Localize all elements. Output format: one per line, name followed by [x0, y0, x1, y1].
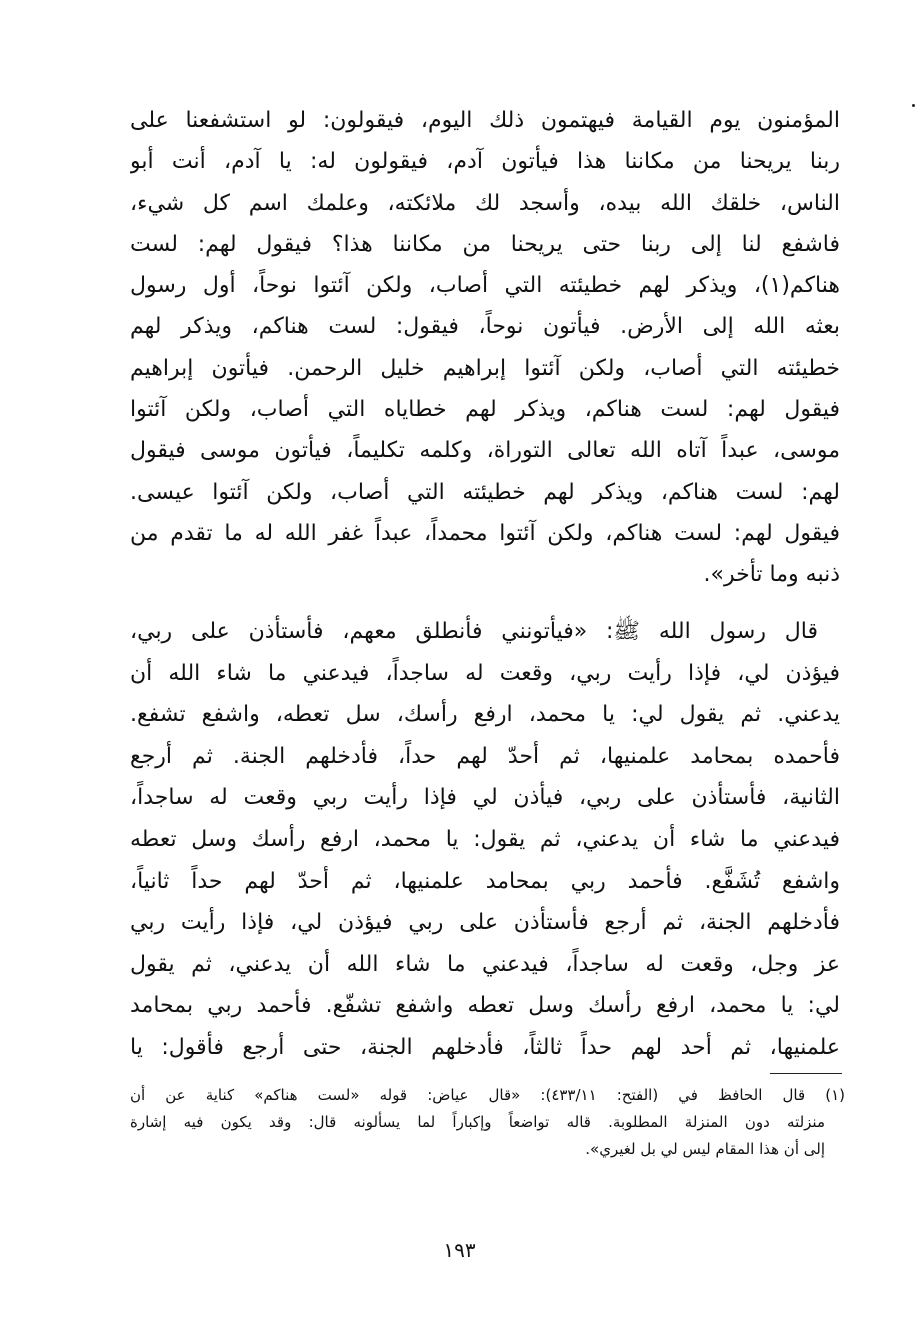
- page-number: ١٩٣: [443, 1238, 476, 1262]
- text-line: فاشفع لنا إلى ربنا حتى يريحنا من مكاننا هذا؟ فيقول لهم: لست: [130, 231, 840, 257]
- main-paragraph-2: [130, 611, 840, 1069]
- text-line: خطيئته التي أصاب، ولكن آئتوا إبراهيم خليل الرحمن. فيأتون إبراهيم: [130, 355, 840, 381]
- text-line: لي: يا محمد، ارفع رأسك وسل تعطه واشفع تشفّع. فأحمد ربي بمحامد: [130, 993, 840, 1019]
- text-line: علمنيها، ثم أحد لهم حداً ثالثاً، فأدخلهم الجنة، حتى أرجع فأقول: يا: [130, 1034, 840, 1060]
- footnote-line: (١) قال الحافظ في (الفتح: ٤٣٣/١١): «قال عياض: قوله «لست هناكم» كناية عن أن: [130, 1086, 845, 1104]
- text-line: فيقول لهم: لست هناكم، ولكن آئتوا محمداً، عبداً غفر الله له ما تقدم من: [130, 520, 840, 546]
- text-line: الثانية، فأستأذن على ربي، فيأذن لي فإذا رأيت ربي وقعت له ساجداً،: [130, 785, 840, 811]
- text-line: ربنا يريحنا من مكاننا هذا فيأتون آدم، فيقولون له: يا آدم، أنت أبو: [130, 149, 840, 175]
- footnotes: [130, 1082, 845, 1163]
- text-line: بعثه الله إلى الأرض. فيأتون نوحاً، فيقول: لست هناكم، ويذكر لهم: [130, 314, 840, 340]
- text-line: فيقول لهم: لست هناكم، ويذكر لهم خطاياه التي أصاب، ولكن آئتوا: [130, 397, 840, 423]
- text-line: يدعني. ثم يقول لي: يا محمد، ارفع رأسك، سل تعطه، واشفع تشفع.: [130, 702, 840, 728]
- text-line: عز وجل، وقعت له ساجداً، فيدعني ما شاء الله أن يدعني، ثم يقول: [130, 951, 840, 977]
- edge-mark: [912, 104, 915, 107]
- text-line: المؤمنون يوم القيامة فيهتمون ذلك اليوم، فيقولون: لو استشفعنا على: [130, 108, 840, 133]
- footnote-divider: [770, 1073, 842, 1074]
- main-paragraph-1: [130, 100, 840, 596]
- text-line: فيؤذن لي، فإذا رأيت ربي، وقعت له ساجداً، فيدعني ما شاء الله أن: [130, 660, 840, 686]
- text-line: فأحمده بمحامد علمنيها، ثم أحدّ لهم حداً، فأدخلهم الجنة. ثم أرجع: [130, 743, 840, 769]
- text-line: هناكم(١)، ويذكر لهم خطيئته التي أصاب، ولكن آئتوا نوحاً، أول رسول: [130, 273, 840, 299]
- text-line: فأدخلهم الجنة، ثم أرجع فأستأذن على ربي فيؤذن لي، فإذا رأيت ربي: [130, 910, 840, 936]
- text-line: لهم: لست هناكم، ويذكر لهم خطيئته التي أصاب، ولكن آئتوا عيسى.: [130, 479, 840, 505]
- text-line: ذنبه وما تأخر».: [703, 562, 840, 588]
- text-line: واشفع تُشَفَّع. فأحمد ربي بمحامد علمنيها، ثم أحدّ لهم حداً ثانياً،: [130, 868, 840, 894]
- text-line: فيدعني ما شاء أن يدعني، ثم يقول: يا محمد، ارفع رأسك وسل تعطه: [130, 826, 840, 852]
- text-line: موسى، عبداً آتاه الله تعالى التوراة، وكلمه تكليماً، فيأتون موسى فيقول: [130, 438, 840, 464]
- footnote-line: منزلته دون المنزلة المطلوبة. قاله تواضعاً وإكباراً لما يسألونه قال: وقد يكون فيه إشارة: [130, 1113, 825, 1131]
- footnote-line: إلى أن هذا المقام ليس لي بل لغيري».: [585, 1140, 825, 1158]
- text-line: قال رسول الله ﷺ: «فيأتونني فأنطلق معهم، فأستأذن على ربي،: [130, 619, 818, 644]
- text-line: الناس، خلقك الله بيده، وأسجد لك ملائكته، وعلمك اسم كل شيء،: [130, 190, 840, 216]
